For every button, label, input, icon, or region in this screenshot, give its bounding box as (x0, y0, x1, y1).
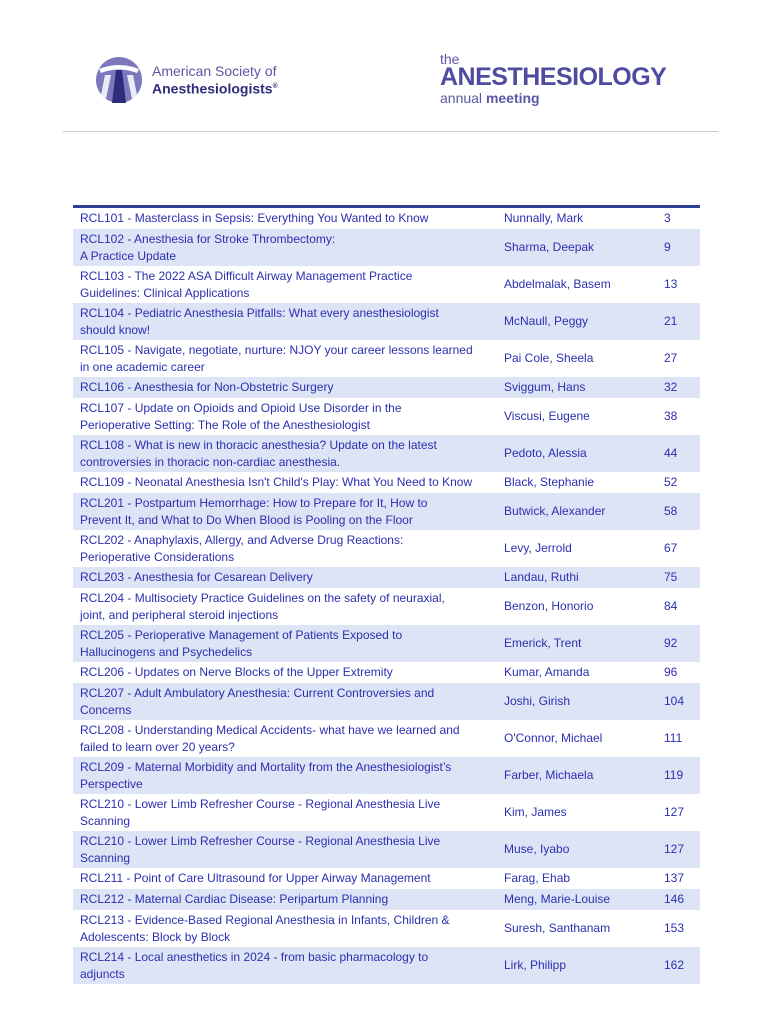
session-title[interactable] (73, 910, 497, 947)
meeting-the: the (440, 51, 460, 67)
session-title-line2: Perspective (80, 776, 143, 791)
session-title[interactable] (73, 530, 497, 567)
page-number: 3 (664, 211, 671, 225)
session-title-line1: RCL101 - Masterclass in Sepsis: Everything You Wanted to Know (80, 211, 429, 225)
session-title[interactable] (73, 947, 497, 984)
session-title[interactable] (73, 625, 497, 662)
session-title-line2: Prevent It, and What to Do When Blood is Pooling on the Floor (80, 512, 413, 527)
page-number: 92 (657, 625, 700, 662)
session-title-line1: RCL108 - What is new in thoracic anesthesia? Update on the latest (80, 437, 437, 452)
page-number: 96 (664, 665, 678, 679)
session-title[interactable] (73, 208, 497, 229)
session-title[interactable] (73, 493, 497, 530)
speaker-name: Levy, Jerrold (504, 541, 572, 555)
speaker-name: Nunnally, Mark (504, 211, 584, 225)
speaker-name: Farag, Ehab (504, 871, 571, 885)
session-title[interactable] (73, 266, 497, 303)
speaker-name: Viscusi, Eugene (504, 409, 590, 423)
session-title-line1: RCL204 - Multisociety Practice Guidelines on the safety of neuraxial, (80, 590, 445, 605)
speaker-name: O'Connor, Michael (504, 731, 603, 745)
speaker-name: Sviggum, Hans (497, 377, 657, 398)
speaker-name: Farber, Michaela (497, 757, 657, 794)
page-number: 9 (657, 229, 700, 266)
speaker-name: Meng, Marie-Louise (497, 889, 657, 910)
session-title-line2: Hallucinogens and Psychedelics (80, 644, 253, 659)
page-number: 153 (664, 921, 685, 935)
table-row[interactable] (73, 794, 700, 831)
session-title-line1: RCL103 - The 2022 ASA Difficult Airway Management Practice (80, 268, 413, 283)
session-title-line1: RCL208 - Understanding Medical Accidents- what have we learned and (80, 722, 460, 737)
session-title-line2: controversies in thoracic non-cardiac anesthesia. (80, 454, 341, 469)
speaker-name: Kim, James (504, 805, 567, 819)
session-title-line1: RCL104 - Pediatric Anesthesia Pitfalls: What every anesthesiologist (80, 305, 439, 320)
session-title-line2: A Practice Update (80, 248, 177, 263)
speaker-name: Black, Stephanie (504, 475, 595, 489)
speaker-name: Pai Cole, Sheela (504, 351, 594, 365)
session-title-line1: RCL105 - Navigate, negotiate, nurture: NJOY your career lessons learned (80, 342, 473, 357)
session-title-line2: Scanning (80, 813, 131, 828)
session-title-line2: failed to learn over 20 years? (80, 739, 235, 754)
session-title-line1: RCL211 - Point of Care Ultrasound for Upper Airway Management (80, 871, 431, 885)
asa-emblem-icon (95, 55, 143, 105)
page-number: 137 (664, 871, 685, 885)
session-title-line1: RCL205 - Perioperative Management of Patients Exposed to (80, 627, 403, 642)
page-number: 119 (657, 757, 700, 794)
session-title-line2: joint, and peripheral steroid injections (80, 607, 279, 622)
table-row[interactable] (73, 398, 700, 435)
session-title-line1: RCL106 - Anesthesia for Non-Obstetric Surgery (80, 380, 334, 394)
session-title-line2: Adolescents: Block by Block (80, 929, 231, 944)
session-title[interactable] (73, 567, 497, 588)
asa-name-line2: Anesthesiologists® (152, 80, 278, 97)
page-number: 67 (664, 541, 678, 555)
table-row[interactable] (73, 493, 700, 530)
table-row[interactable] (73, 757, 700, 794)
session-title-line1: RCL201 - Postpartum Hemorrhage: How to Prepare for It, How to (80, 495, 428, 510)
page-number: 58 (657, 493, 700, 530)
session-title[interactable] (73, 794, 497, 831)
session-title[interactable] (73, 683, 497, 720)
page-number: 104 (657, 683, 700, 720)
table-row[interactable] (73, 340, 700, 377)
table-row[interactable] (73, 947, 700, 984)
speaker-name: Lirk, Philipp (497, 947, 657, 984)
session-title[interactable] (73, 889, 497, 910)
page-number: 127 (657, 831, 700, 868)
session-title-line2: Guidelines: Clinical Applications (80, 285, 250, 300)
session-title[interactable] (73, 831, 497, 868)
table-row[interactable] (73, 266, 700, 303)
table-row[interactable] (73, 588, 700, 625)
speaker-name: Sharma, Deepak (497, 229, 657, 266)
session-title-line1: RCL102 - Anesthesia for Stroke Thrombectomy: (80, 231, 336, 246)
page-number: 127 (664, 805, 685, 819)
session-title-line2: adjuncts (80, 966, 125, 981)
session-title-line2: Concerns (80, 702, 132, 717)
speaker-name: Suresh, Santhanam (504, 921, 611, 935)
session-title-line1: RCL209 - Maternal Morbidity and Mortality from the Anesthesiologist’s (80, 759, 452, 774)
speaker-name: Joshi, Girish (497, 683, 657, 720)
table-row[interactable] (73, 567, 700, 588)
asa-name-line1: American Society of (152, 63, 277, 79)
speaker-name: Abdelmalak, Basem (504, 277, 611, 291)
session-title-line2: Perioperative Setting: The Role of the Anesthesiologist (80, 417, 370, 432)
table-row[interactable] (73, 377, 700, 398)
page-number: 52 (664, 475, 678, 489)
speaker-name: Butwick, Alexander (497, 493, 657, 530)
table-row[interactable] (73, 889, 700, 910)
page-number: 21 (657, 303, 700, 340)
table-row[interactable] (73, 720, 700, 757)
session-title-line1: RCL214 - Local anesthetics in 2024 - from basic pharmacology to (80, 949, 429, 964)
session-title[interactable] (73, 662, 497, 683)
page-number: 27 (664, 351, 678, 365)
table-row[interactable] (73, 530, 700, 567)
table-row[interactable] (73, 662, 700, 683)
asa-logo (95, 55, 295, 107)
meeting-annual: annual meeting (440, 90, 540, 106)
session-title[interactable] (73, 868, 497, 889)
header-divider (63, 131, 718, 132)
session-title[interactable] (73, 377, 497, 398)
speaker-name: Muse, Iyabo (497, 831, 657, 868)
speaker-name: Kumar, Amanda (504, 665, 590, 679)
table-row[interactable] (73, 910, 700, 947)
meeting-name: ANESTHESIOLOGY (440, 63, 667, 91)
speaker-name: McNaull, Peggy (497, 303, 657, 340)
speaker-name: Benzon, Honorio (504, 599, 594, 613)
session-title-line1: RCL212 - Maternal Cardiac Disease: Peripartum Planning (80, 892, 389, 906)
session-title-line1: RCL206 - Updates on Nerve Blocks of the Upper Extremity (80, 665, 393, 679)
session-title[interactable] (73, 398, 497, 435)
annual-meeting-logo (440, 52, 700, 112)
page-number: 146 (657, 889, 700, 910)
session-title-line1: RCL207 - Adult Ambulatory Anesthesia: Current Controversies and (80, 685, 435, 700)
speaker-name: Landau, Ruthi (497, 567, 657, 588)
session-title-line2: in one academic career (80, 359, 205, 374)
table-row[interactable] (73, 472, 700, 493)
speaker-name: Emerick, Trent (497, 625, 657, 662)
table-row[interactable] (73, 435, 700, 472)
session-title-line1: RCL107 - Update on Opioids and Opioid Use Disorder in the (80, 400, 402, 415)
session-title-line1: RCL210 - Lower Limb Refresher Course - Regional Anesthesia Live (80, 796, 441, 811)
session-title[interactable] (73, 720, 497, 757)
table-row[interactable] (73, 868, 700, 889)
table-row[interactable] (73, 229, 700, 266)
session-title-line2: Perioperative Considerations (80, 549, 235, 564)
page-number: 32 (657, 377, 700, 398)
page-number: 162 (657, 947, 700, 984)
page-number: 75 (657, 567, 700, 588)
speaker-name: Pedoto, Alessia (497, 435, 657, 472)
session-title-line1: RCL203 - Anesthesia for Cesarean Delivery (80, 570, 313, 584)
session-title[interactable] (73, 340, 497, 377)
session-table (73, 205, 700, 984)
page-number: 38 (664, 409, 678, 423)
page-number: 84 (664, 599, 678, 613)
session-title[interactable] (73, 472, 497, 493)
session-title-line1: RCL210 - Lower Limb Refresher Course - Regional Anesthesia Live (80, 833, 441, 848)
session-title-line2: Scanning (80, 850, 131, 865)
session-title[interactable] (73, 303, 497, 340)
session-title[interactable] (73, 757, 497, 794)
session-title-line1: RCL202 - Anaphylaxis, Allergy, and Adverse Drug Reactions: (80, 532, 404, 547)
session-title[interactable] (73, 229, 497, 266)
table-row[interactable] (73, 303, 700, 340)
page-number: 44 (657, 435, 700, 472)
table-row[interactable] (73, 208, 700, 229)
page-header (0, 0, 768, 135)
session-title[interactable] (73, 435, 497, 472)
session-title[interactable] (73, 588, 497, 625)
table-row[interactable] (73, 831, 700, 868)
session-title-line1: RCL109 - Neonatal Anesthesia Isn't Child's Play: What You Need to Know (80, 475, 473, 489)
table-row[interactable] (73, 683, 700, 720)
session-title-line1: RCL213 - Evidence-Based Regional Anesthesia in Infants, Children & (80, 912, 450, 927)
session-rows (73, 208, 700, 984)
page-number: 111 (664, 731, 683, 745)
page-number: 13 (664, 277, 678, 291)
table-row[interactable] (73, 625, 700, 662)
session-title-line2: should know! (80, 322, 151, 337)
